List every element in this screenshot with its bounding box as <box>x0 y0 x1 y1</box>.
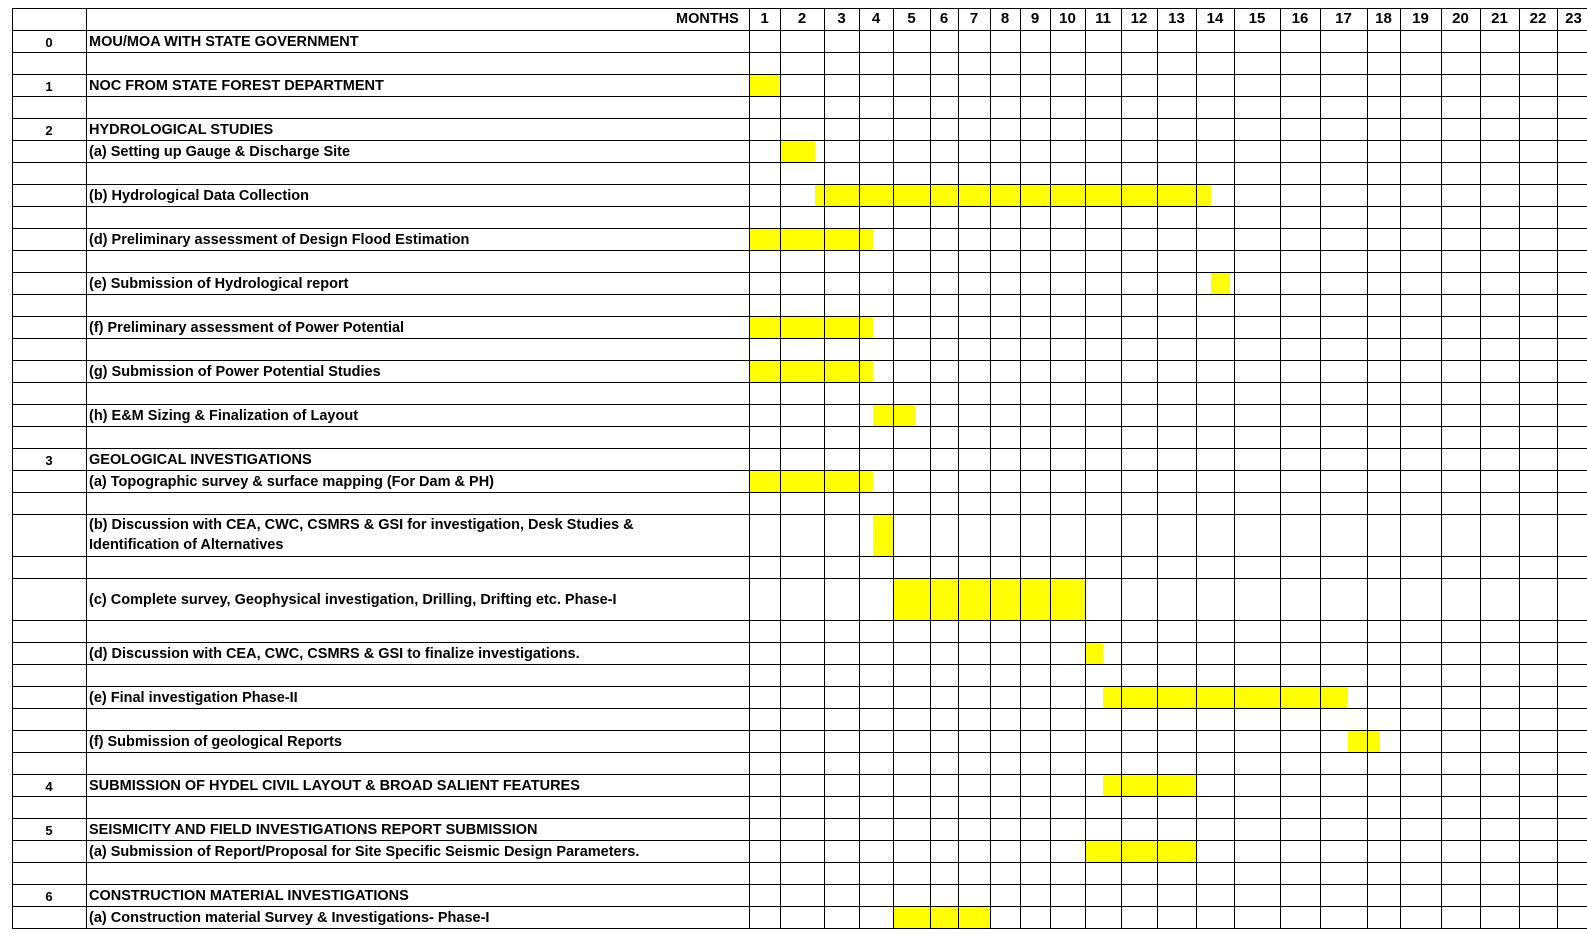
month-header-1: 1 <box>760 10 769 27</box>
gantt-bar <box>1211 273 1230 294</box>
grid-line-v <box>859 8 860 928</box>
grid-line-h <box>12 664 1587 665</box>
grid-line-h <box>12 74 1587 75</box>
grid-line-h <box>12 30 1587 31</box>
grid-line-h <box>12 404 1587 405</box>
month-header-16: 16 <box>1291 10 1309 27</box>
task-label: (f) Submission of geological Reports <box>89 733 342 750</box>
grid-line-h <box>12 250 1587 251</box>
month-header-11: 11 <box>1095 10 1111 27</box>
gantt-bar <box>1085 841 1196 862</box>
grid-line-h <box>12 730 1587 731</box>
gantt-bar <box>1348 731 1380 752</box>
task-label: CONSTRUCTION MATERIAL INVESTIGATIONS <box>89 887 409 904</box>
grid-line-h <box>12 206 1587 207</box>
gantt-bar <box>893 907 990 928</box>
gantt-bar <box>893 579 1085 620</box>
gantt-bar <box>815 185 1211 206</box>
grid-line-h <box>12 492 1587 493</box>
grid-line-h <box>12 556 1587 557</box>
task-label: GEOLOGICAL INVESTIGATIONS <box>89 451 312 468</box>
row-number: 6 <box>45 888 53 904</box>
grid-line-h <box>12 360 1587 361</box>
grid-line-h <box>12 752 1587 753</box>
grid-line-h <box>12 52 1587 53</box>
grid-line-h <box>12 426 1587 427</box>
grid-line-h <box>12 228 1587 229</box>
grid-line-h <box>12 884 1587 885</box>
task-label-continued: Identification of Alternatives <box>89 537 284 553</box>
grid-line-v <box>1519 8 1520 928</box>
gantt-bar <box>749 361 873 382</box>
grid-line-v <box>958 8 959 928</box>
gantt-bar <box>1103 775 1196 796</box>
task-label: (d) Preliminary assessment of Design Flood Estimation <box>89 231 470 248</box>
month-header-8: 8 <box>1000 10 1010 27</box>
gantt-bar <box>749 471 873 492</box>
grid-line-v <box>12 8 13 928</box>
grid-line-v <box>1085 8 1086 928</box>
row-number: 1 <box>45 78 53 94</box>
task-label: (e) Submission of Hydrological report <box>89 275 349 292</box>
grid-line-h <box>12 774 1587 775</box>
row-number: 0 <box>45 34 53 50</box>
grid-line-h <box>12 382 1587 383</box>
task-label: (a) Topographic survey & surface mapping (For Dam & PH) <box>89 473 494 490</box>
grid-line-v <box>780 8 781 928</box>
grid-line-v <box>1020 8 1021 928</box>
grid-line-h <box>12 470 1587 471</box>
month-header-10: 10 <box>1059 10 1076 27</box>
task-label: (e) Final investigation Phase-II <box>89 689 298 706</box>
task-label: (f) Preliminary assessment of Power Potential <box>89 319 405 336</box>
grid-line-h <box>12 140 1587 141</box>
grid-line-h <box>12 686 1587 687</box>
gantt-bar <box>1103 687 1348 708</box>
month-header-13: 13 <box>1168 10 1185 27</box>
row-number: 4 <box>45 778 53 794</box>
month-header-3: 3 <box>837 10 846 27</box>
month-header-18: 18 <box>1375 10 1392 27</box>
grid-line-h <box>12 818 1587 819</box>
grid-line-h <box>12 96 1587 97</box>
grid-line-v <box>1480 8 1481 928</box>
grid-line-v <box>1367 8 1368 928</box>
grid-line-v <box>893 8 894 928</box>
grid-line-v <box>1121 8 1122 928</box>
month-header-17: 17 <box>1335 10 1352 27</box>
gantt-bar <box>780 141 815 162</box>
month-header-15: 15 <box>1248 10 1266 27</box>
month-header-7: 7 <box>969 10 979 27</box>
grid-line-v <box>1234 8 1235 928</box>
grid-line-h <box>12 162 1587 163</box>
month-header-6: 6 <box>939 10 949 27</box>
task-label: (a) Submission of Report/Proposal for Site Specific Seismic Design Parameters. <box>89 843 640 860</box>
grid-line-h <box>12 316 1587 317</box>
grid-line-h <box>12 578 1587 579</box>
month-header-20: 20 <box>1452 10 1469 27</box>
grid-line-v <box>86 8 87 928</box>
month-header-2: 2 <box>797 10 807 27</box>
grid-line-v <box>1400 8 1401 928</box>
months-header-label: MONTHS <box>676 11 739 27</box>
grid-line-h <box>12 448 1587 449</box>
month-header-19: 19 <box>1412 10 1429 27</box>
grid-line-h <box>12 294 1587 295</box>
month-header-23: 23 <box>1565 10 1582 27</box>
gantt-bar <box>749 317 873 338</box>
grid-line-h <box>12 620 1587 621</box>
month-header-21: 21 <box>1491 10 1508 27</box>
month-header-5: 5 <box>907 10 916 27</box>
task-label: (b) Discussion with CEA, CWC, CSMRS & GSI for investigation, Desk Studies & <box>89 517 634 533</box>
task-label: MOU/MOA WITH STATE GOVERNMENT <box>89 33 359 50</box>
month-header-14: 14 <box>1206 10 1224 27</box>
grid-line-v <box>1280 8 1281 928</box>
grid-line-h <box>12 708 1587 709</box>
grid-line-v <box>1557 8 1558 928</box>
month-header-12: 12 <box>1130 10 1148 27</box>
task-label: (g) Submission of Power Potential Studies <box>89 363 381 380</box>
grid-line-v <box>930 8 931 928</box>
grid-line-v <box>1050 8 1051 928</box>
task-label: NOC FROM STATE FOREST DEPARTMENT <box>89 77 384 94</box>
task-label: SUBMISSION OF HYDEL CIVIL LAYOUT & BROAD SALIENT FEATURES <box>89 777 580 794</box>
grid-line-v <box>1157 8 1158 928</box>
grid-line-v <box>1441 8 1442 928</box>
grid-line-v <box>990 8 991 928</box>
grid-line-h <box>12 796 1587 797</box>
row-number: 2 <box>45 122 53 138</box>
grid-line-v <box>824 8 825 928</box>
row-number: 3 <box>45 452 53 468</box>
gantt-bar <box>749 75 780 96</box>
gantt-bar <box>1085 643 1103 664</box>
grid-line-h <box>12 514 1587 515</box>
task-label: (a) Setting up Gauge & Discharge Site <box>89 143 351 160</box>
grid-line-h <box>12 184 1587 185</box>
task-label: HYDROLOGICAL STUDIES <box>89 121 274 138</box>
month-header-22: 22 <box>1529 10 1547 27</box>
grid-line-h <box>12 272 1587 273</box>
grid-line-v <box>1196 8 1197 928</box>
task-label: (c) Complete survey, Geophysical investigation, Drilling, Drifting etc. Phase-I <box>89 591 617 608</box>
grid-line-h <box>12 862 1587 863</box>
gantt-bar <box>749 229 873 250</box>
task-label: (h) E&M Sizing & Finalization of Layout <box>89 407 359 424</box>
gantt-bar <box>873 515 893 556</box>
grid-line-h <box>12 118 1587 119</box>
grid-line-h <box>12 928 1587 929</box>
month-header-9: 9 <box>1030 10 1040 27</box>
row-number: 5 <box>45 822 53 838</box>
month-header-4: 4 <box>871 10 881 27</box>
grid-line-v <box>749 8 750 928</box>
grid-line-h <box>12 642 1587 643</box>
grid-line-h <box>12 338 1587 339</box>
task-label: (d) Discussion with CEA, CWC, CSMRS & GSI to finalize investigations. <box>89 645 580 662</box>
grid-line-h <box>12 906 1587 907</box>
grid-line-h <box>12 8 1587 9</box>
task-label: (a) Construction material Survey & Investigations- Phase-I <box>89 909 490 926</box>
grid-line-v <box>1320 8 1321 928</box>
task-label: (b) Hydrological Data Collection <box>89 187 309 204</box>
grid-line-h <box>12 840 1587 841</box>
task-label: SEISMICITY AND FIELD INVESTIGATIONS REPORT SUBMISSION <box>89 821 538 838</box>
